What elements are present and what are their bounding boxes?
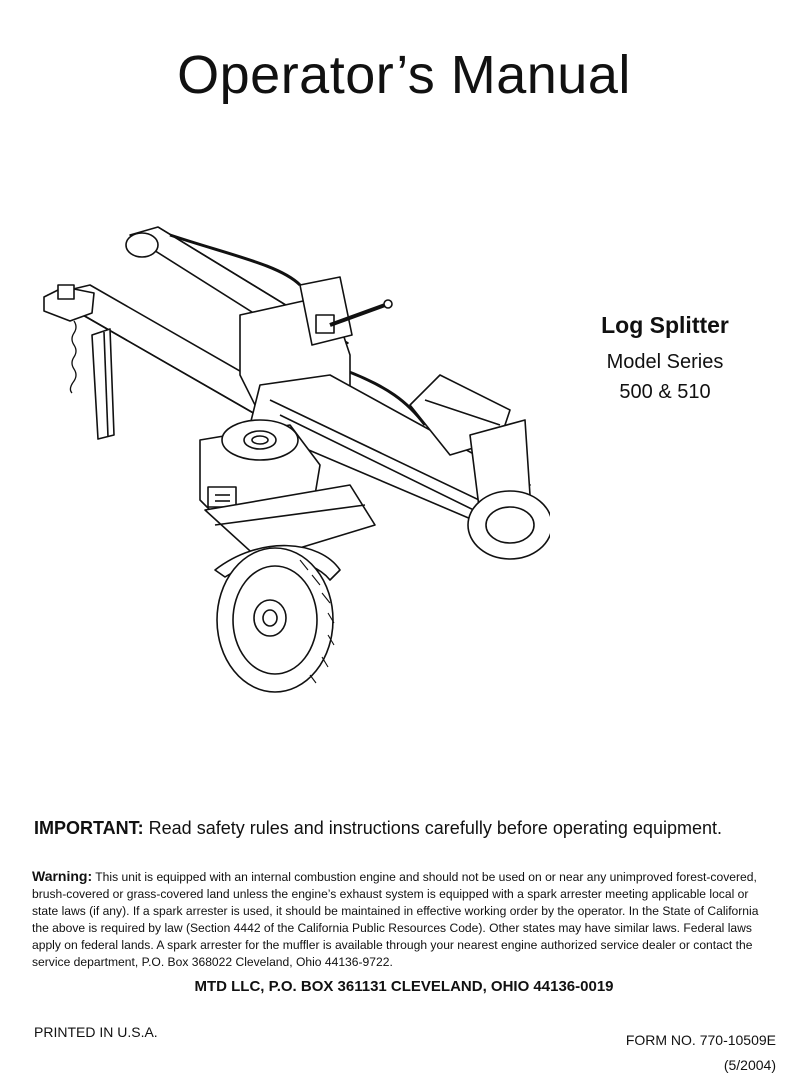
model-series-numbers: 500 & 510 [619,381,711,403]
product-name: Log Splitter [601,312,729,338]
important-label: IMPORTANT: [34,818,144,838]
important-text: Read safety rules and instructions carefully before operating equipment. [143,818,722,838]
warning-notice [32,868,777,971]
log-splitter-illustration [30,225,550,715]
warning-text: This unit is equipped with an internal combustion engine and should not be used on or near any unimproved forest-covered, brush-covered or grass-covered land unless the engine’s exhaust system is equipped with a spark arrester meeting applicable local or state laws (if any). If a spark arrester is used, it should be maintained in effective working order by the operator. In the State of California the above is required by law (Section 4442 of the California Public Resources Code). Other states may have similar laws. Federal laws apply on federal lands. A spark arrester for the muffler is available through your nearest engine authorized service dealer or contact the service department, P.O. Box 368022 Cleveland, Ohio 44136-9722. [32,870,759,969]
warning-label: Warning: [32,868,93,884]
product-block [560,312,770,407]
printed-in-label: PRINTED IN U.S.A. [34,1024,158,1040]
model-series-label: Model Series [606,351,724,373]
form-info [626,1028,776,1078]
company-address: MTD LLC, P.O. BOX 361131 CLEVELAND, OHIO 44136-0019 [194,978,614,995]
form-date: (5/2004) [723,1057,776,1073]
important-notice [34,818,794,839]
manual-title: Operator’s Manual [177,45,631,106]
form-number: FORM NO. 770-10509E [625,1032,776,1048]
